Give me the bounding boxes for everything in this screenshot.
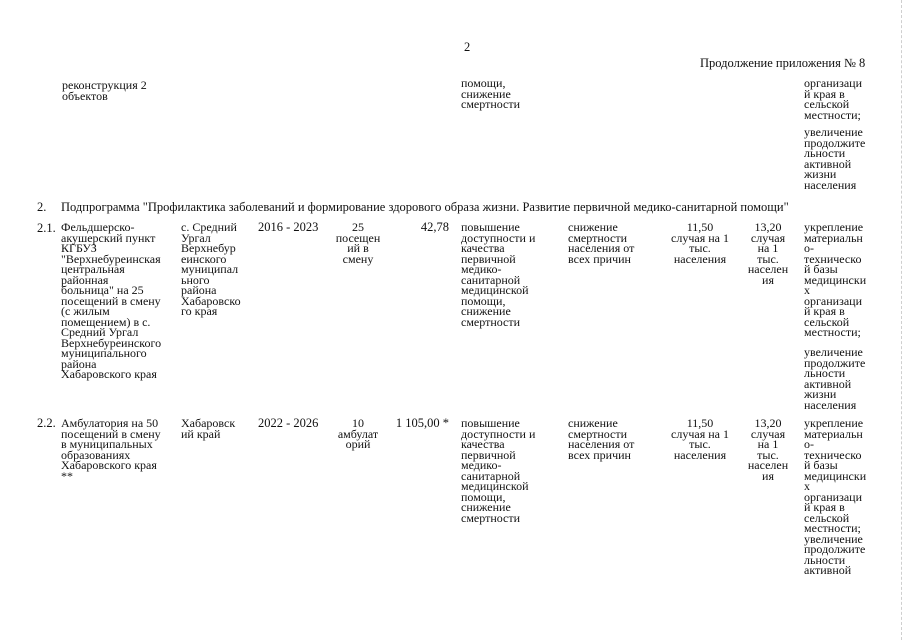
row-effect-a: укрепление материальн о- техническо й базы медицински х организаци й края в сельской местности; увеличение продолжите льности активной	[804, 416, 867, 577]
section-number: 2.	[37, 200, 47, 214]
top-effect-a: организаци й края в сельской местности;	[804, 76, 863, 122]
row-indicator: снижение смертности населения от всех причин	[568, 416, 635, 462]
row-effect-a: укрепление материальн о- техническо й базы медицински х организаци й края в сельской местности;	[804, 220, 867, 339]
row-indicator: снижение смертности населения от всех причин	[568, 220, 635, 266]
top-project-name: реконструкция 2 объектов	[62, 78, 147, 103]
row-location: с. Средний Ургал Верхнебур еинского муниципал ьного района Хабаровско го края	[181, 220, 241, 318]
row-effect-b: увеличение продолжите льности активной жизни населения	[804, 345, 866, 412]
page-number: 2	[464, 40, 471, 54]
continuation-label: Продолжение приложения № 8	[700, 56, 866, 70]
row-target-value: 13,20 случая на 1 тыс. населен ия	[747, 220, 789, 287]
top-effect-b: увеличение продолжите льности активной жизни населения	[804, 125, 866, 192]
row-period: 2016 - 2023	[258, 220, 319, 234]
page-edge-scan-artifact	[887, 0, 902, 640]
row-project-name: Фельдшерско- акушерский пункт КГБУЗ "Верхнебуреинская центральная районная больница" на 25 посещений в смену (с жилым помещением) в с. Средний Ургал Верхнебуреинского муниципального района Хабаровского края	[61, 220, 162, 381]
row-goal: повышение доступности и качества первичной медико- санитарной медицинской помощи, снижение смертности	[461, 220, 536, 329]
row-cost: 1 105,00 *	[395, 416, 449, 430]
row-base-value: 11,50 случая на 1 тыс. населения	[671, 416, 729, 462]
row-number: 2.2.	[37, 416, 56, 430]
row-target-value: 13,20 случая на 1 тыс. населен ия	[747, 416, 789, 483]
row-goal: повышение доступности и качества первичной медико- санитарной медицинской помощи, снижение смертности	[461, 416, 536, 525]
top-goal: помощи, снижение смертности	[461, 76, 521, 111]
row-capacity: 25 посещен ий в смену	[335, 220, 381, 266]
row-location: Хабаровск ий край	[181, 416, 236, 441]
row-period: 2022 - 2026	[258, 416, 319, 430]
row-project-name: Амбулатория на 50 посещений в смену в муниципальных образованиях Хабаровского края **	[61, 416, 161, 483]
section-title: Подпрограмма "Профилактика заболеваний и формирование здорового образа жизни. Развитие первичной медико-санитарной помощи"	[61, 200, 789, 214]
row-capacity: 10 амбулат орий	[337, 416, 379, 451]
row-cost: 42,78	[420, 220, 449, 234]
row-base-value: 11,50 случая на 1 тыс. населения	[671, 220, 729, 266]
row-number: 2.1.	[37, 221, 56, 235]
